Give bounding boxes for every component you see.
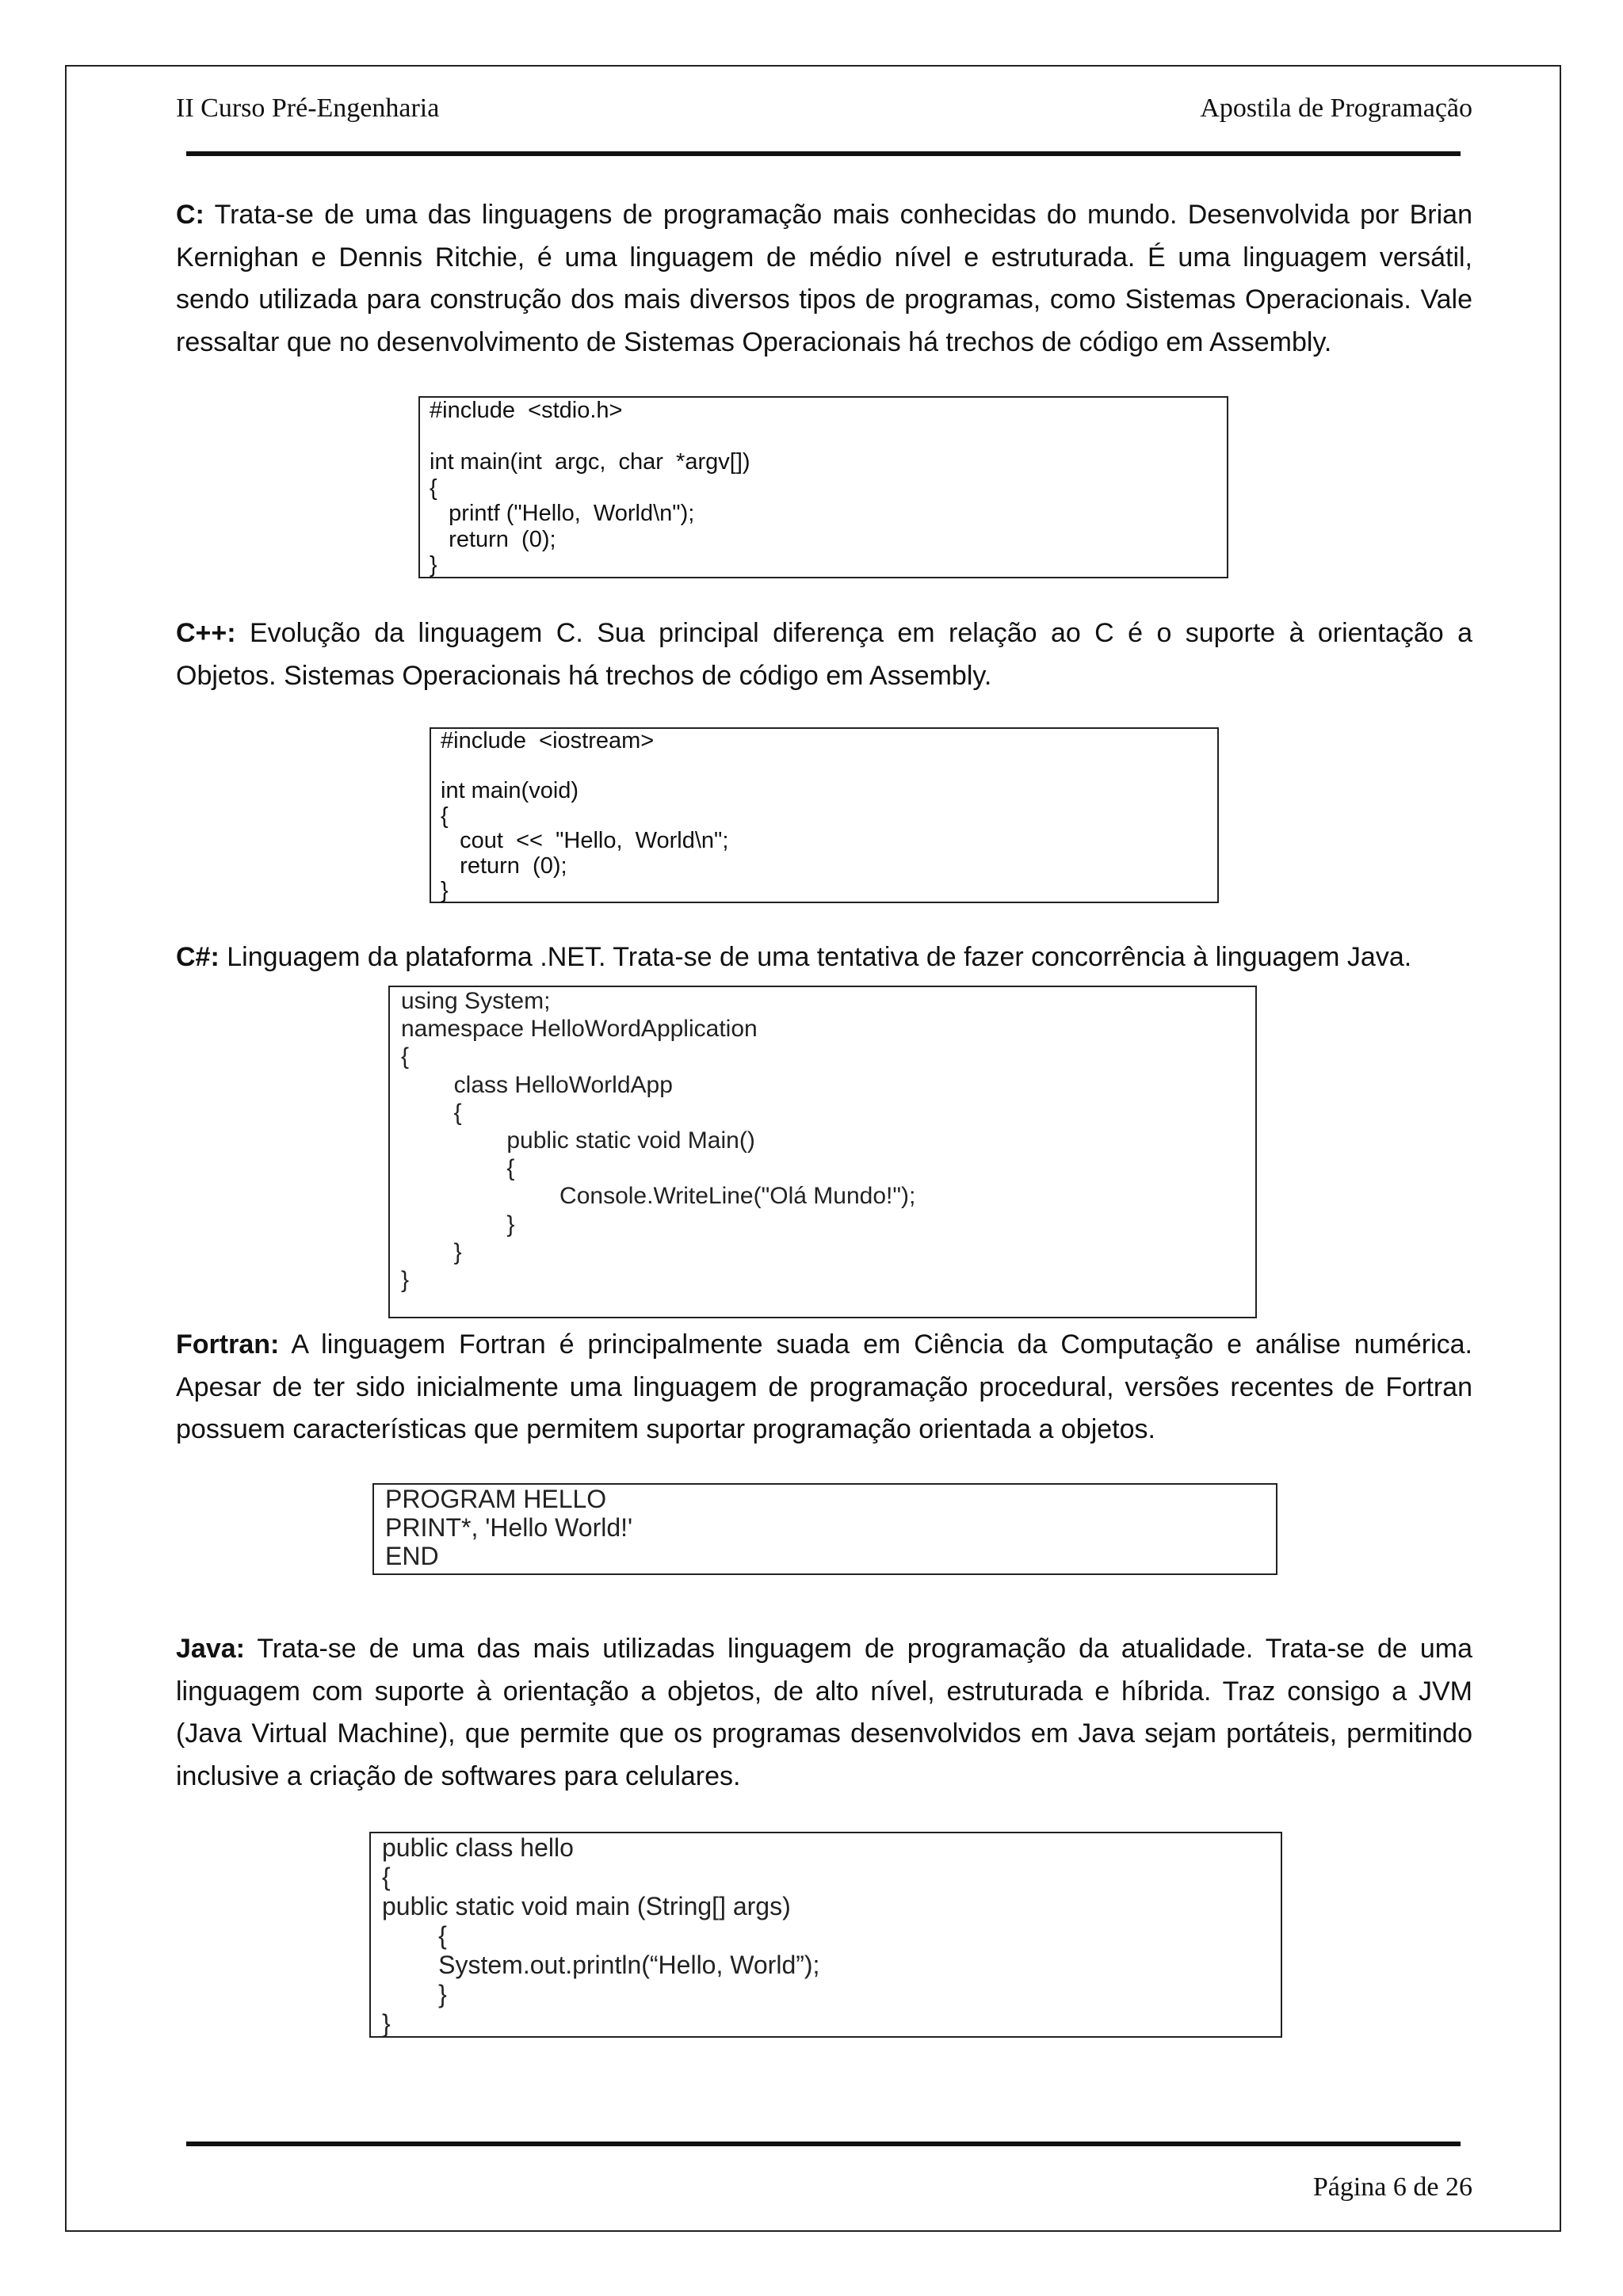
header-rule xyxy=(186,151,1461,156)
paragraph-label: Java: xyxy=(176,1634,245,1664)
paragraph-csharp xyxy=(176,936,1472,979)
code-text: PROGRAM HELLO PRINT*, 'Hello World!' END xyxy=(385,1485,633,1570)
code-sample-cpp xyxy=(430,727,1219,903)
code-sample-c xyxy=(418,396,1228,578)
paragraph-label: C++: xyxy=(176,618,236,648)
page-number: Página 6 de 26 xyxy=(1312,2172,1472,2202)
code-text: #include <stdio.h> int main(int argc, char *argv[]) { printf ("Hello, World\n"); return (0); } xyxy=(430,398,750,578)
paragraph-label: C: xyxy=(176,200,204,230)
code-text: using System; namespace HelloWordApplication { class HelloWorldApp { public static void Main() { Console.WriteLine("Olá Mundo!"); } } } xyxy=(401,988,916,1294)
code-text: public class hello { public static void main (String[] args) { System.out.println(“Hello, World”); } } xyxy=(382,1833,820,2038)
paragraph-text: Linguagem da plataforma .NET. Trata-se de uma tentativa de fazer concorrência à linguagem Java. xyxy=(227,942,1412,972)
paragraph-cpp xyxy=(176,612,1472,697)
paragraph-c xyxy=(176,194,1472,364)
code-sample-java xyxy=(369,1832,1282,2038)
code-sample-csharp xyxy=(388,986,1257,1318)
paragraph-text: Evolução da linguagem C. Sua principal diferença em relação ao C é o suporte à orientação a Objetos. Sistemas Operacionais há trechos de código em Assembly. xyxy=(176,618,1472,691)
header-course-title: II Curso Pré-Engenharia xyxy=(176,93,440,123)
paragraph-fortran xyxy=(176,1324,1472,1451)
footer-rule xyxy=(186,2142,1461,2146)
paragraph-label: Fortran: xyxy=(176,1329,280,1360)
paragraph-label: C#: xyxy=(176,942,220,972)
header-document-title: Apostila de Programação xyxy=(1200,93,1472,123)
paragraph-text: A linguagem Fortran é principalmente suada em Ciência da Computação e análise numérica. Apesar de ter sido inicialmente uma linguagem de programação procedural, versões recentes de Fortran possuem características que permitem suportar programação orientada a objetos. xyxy=(176,1329,1472,1444)
paragraph-text: Trata-se de uma das linguagens de programação mais conhecidas do mundo. Desenvolvida por Brian Kernighan e Dennis Ritchie, é uma linguagem de médio nível e estruturada. É uma linguagem versátil, sendo utilizada para construção dos mais diversos tipos de programas, como Sistemas Operacionais. Vale ressaltar que no desenvolvimento de Sistemas Operacionais há trechos de código em Assembly. xyxy=(176,200,1472,357)
code-text: #include <iostream> int main(void) { cout << "Hello, World\n"; return (0); } xyxy=(441,728,729,903)
paragraph-java xyxy=(176,1628,1472,1798)
paragraph-text: Trata-se de uma das mais utilizadas linguagem de programação da atualidade. Trata-se de uma linguagem com suporte à orientação a objetos, de alto nível, estruturada e híbrida. Traz consigo a JVM (Java Virtual Machine), que permite que os programas desenvolvidos em Java sejam portáteis, permitindo inclusive a criação de softwares para celulares. xyxy=(176,1634,1472,1791)
code-sample-fortran xyxy=(372,1483,1277,1575)
